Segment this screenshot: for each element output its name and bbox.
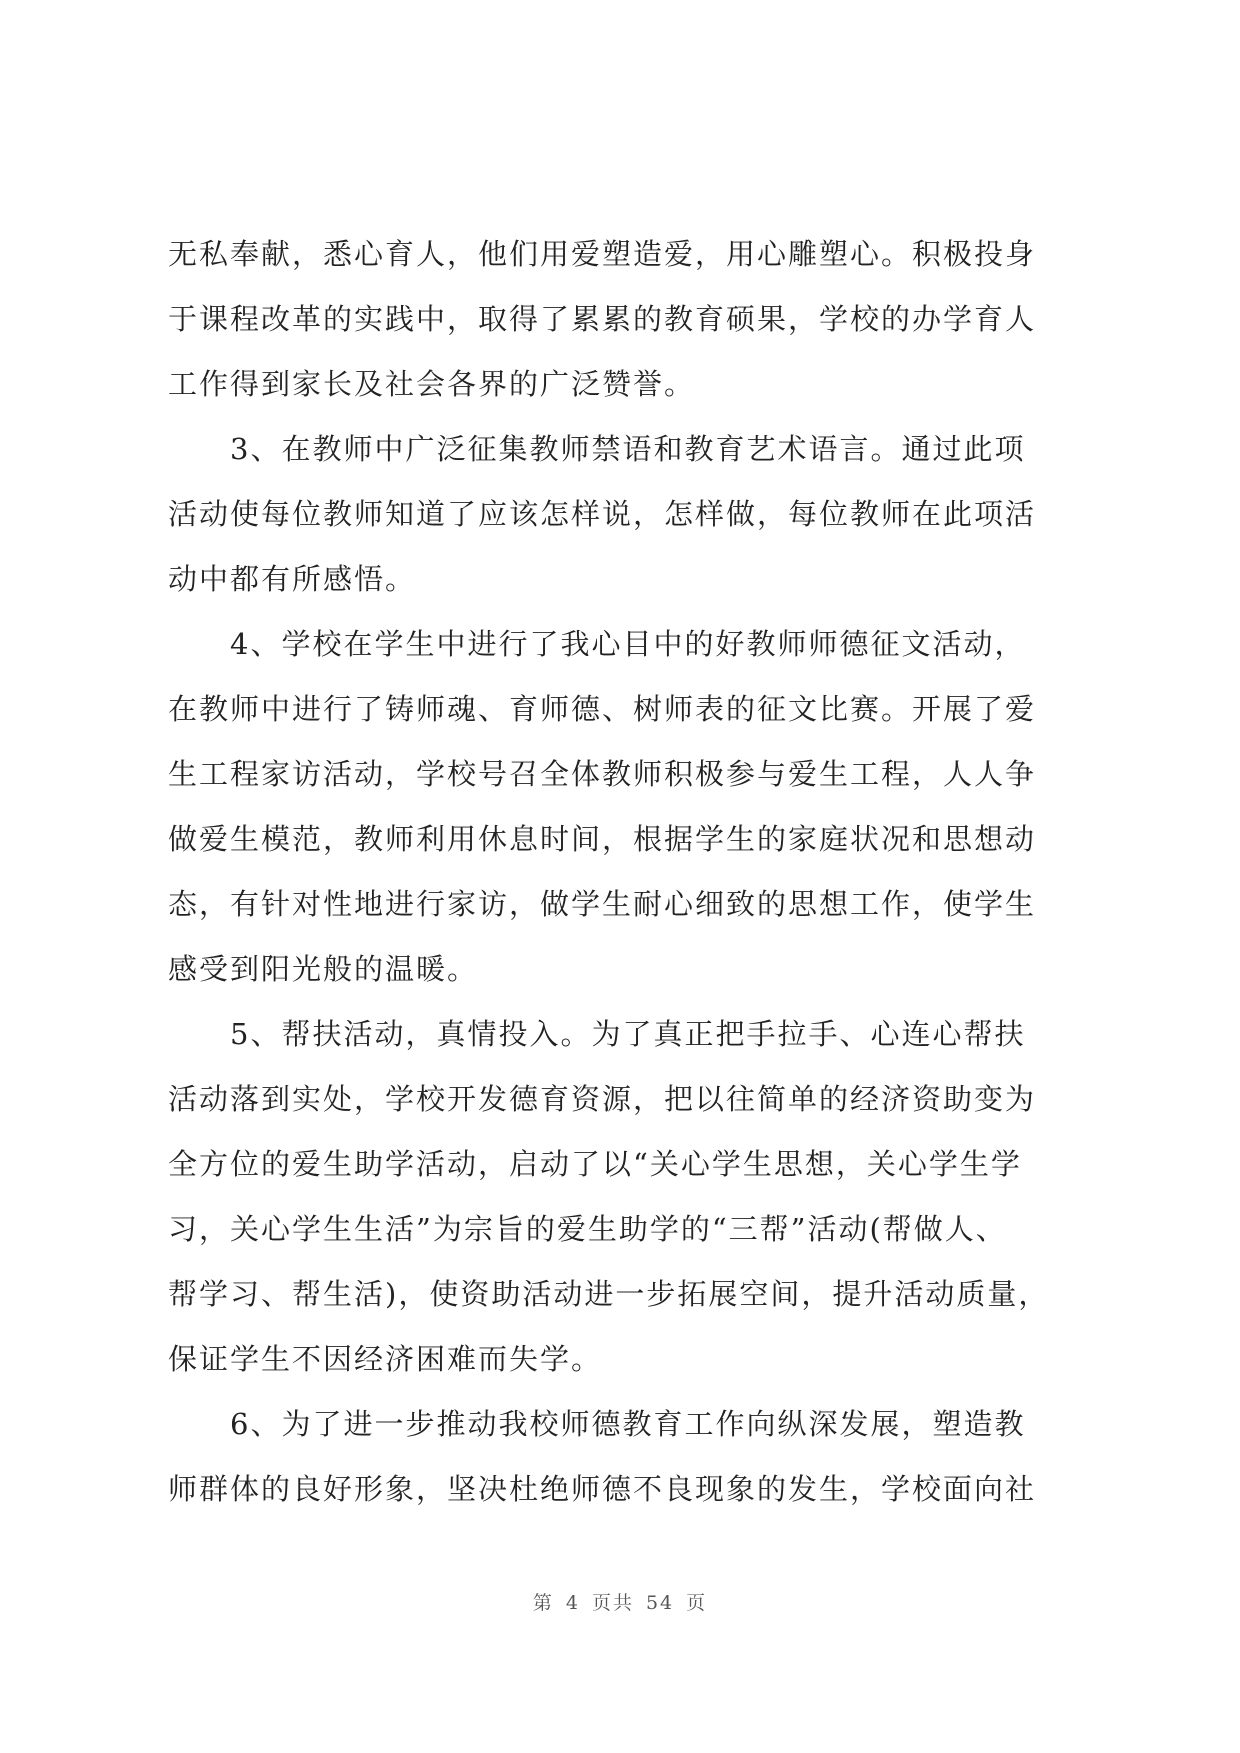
text-line: 工作得到家长及社会各界的广泛赞誉。 xyxy=(168,367,696,401)
paragraph-start-line: 4、学校在学生中进行了我心目中的好教师师德征文活动， xyxy=(230,627,1026,661)
footer-middle: 页共 xyxy=(591,1592,634,1614)
text-line: 全方位的爱生助学活动，启动了以“关心学生思想，关心学生学 xyxy=(168,1147,1022,1181)
text-line: 感受到阳光般的温暖。 xyxy=(168,952,479,986)
paragraph-start-line: 6、为了进一步推动我校师德教育工作向纵深发展，塑造教 xyxy=(230,1407,1026,1441)
footer-suffix: 页 xyxy=(686,1592,708,1614)
text-line: 做爱生模范，教师利用休息时间，根据学生的家庭状况和思想动 xyxy=(168,822,1037,856)
text-line: 于课程改革的实践中，取得了累累的教育硕果，学校的办学育人 xyxy=(168,302,1037,336)
text-line: 习，关心学生生活”为宗旨的爱生助学的“三帮”活动(帮做人、 xyxy=(168,1212,1007,1246)
page-footer xyxy=(0,1588,1240,1615)
total-pages: 54 xyxy=(645,1592,675,1614)
page-number: 4 xyxy=(565,1592,580,1614)
paragraph-start-line: 5、帮扶活动，真情投入。为了真正把手拉手、心连心帮扶 xyxy=(230,1017,1026,1051)
text-line: 师群体的良好形象，坚决杜绝师德不良现象的发生，学校面向社 xyxy=(168,1472,1037,1506)
text-line: 保证学生不因经济困难而失学。 xyxy=(168,1342,603,1376)
text-line: 无私奉献，悉心育人，他们用爱塑造爱，用心雕塑心。积极投身 xyxy=(168,237,1037,271)
footer-prefix: 第 xyxy=(532,1592,554,1614)
text-line: 态，有针对性地进行家访，做学生耐心细致的思想工作，使学生 xyxy=(168,887,1037,921)
paragraph-start-line: 3、在教师中广泛征集教师禁语和教育艺术语言。通过此项 xyxy=(230,432,1026,466)
text-line: 动中都有所感悟。 xyxy=(168,562,417,596)
text-line: 帮学习、帮生活)，使资助活动进一步拓展空间，提升活动质量， xyxy=(168,1277,1050,1311)
text-line: 生工程家访活动，学校号召全体教师积极参与爱生工程，人人争 xyxy=(168,757,1037,791)
text-line: 活动使每位教师知道了应该怎样说，怎样做，每位教师在此项活 xyxy=(168,497,1037,531)
text-line: 活动落到实处，学校开发德育资源，把以往简单的经济资助变为 xyxy=(168,1082,1037,1116)
body-text xyxy=(168,222,1108,1522)
text-line: 在教师中进行了铸师魂、育师德、树师表的征文比赛。开展了爱 xyxy=(168,692,1037,726)
